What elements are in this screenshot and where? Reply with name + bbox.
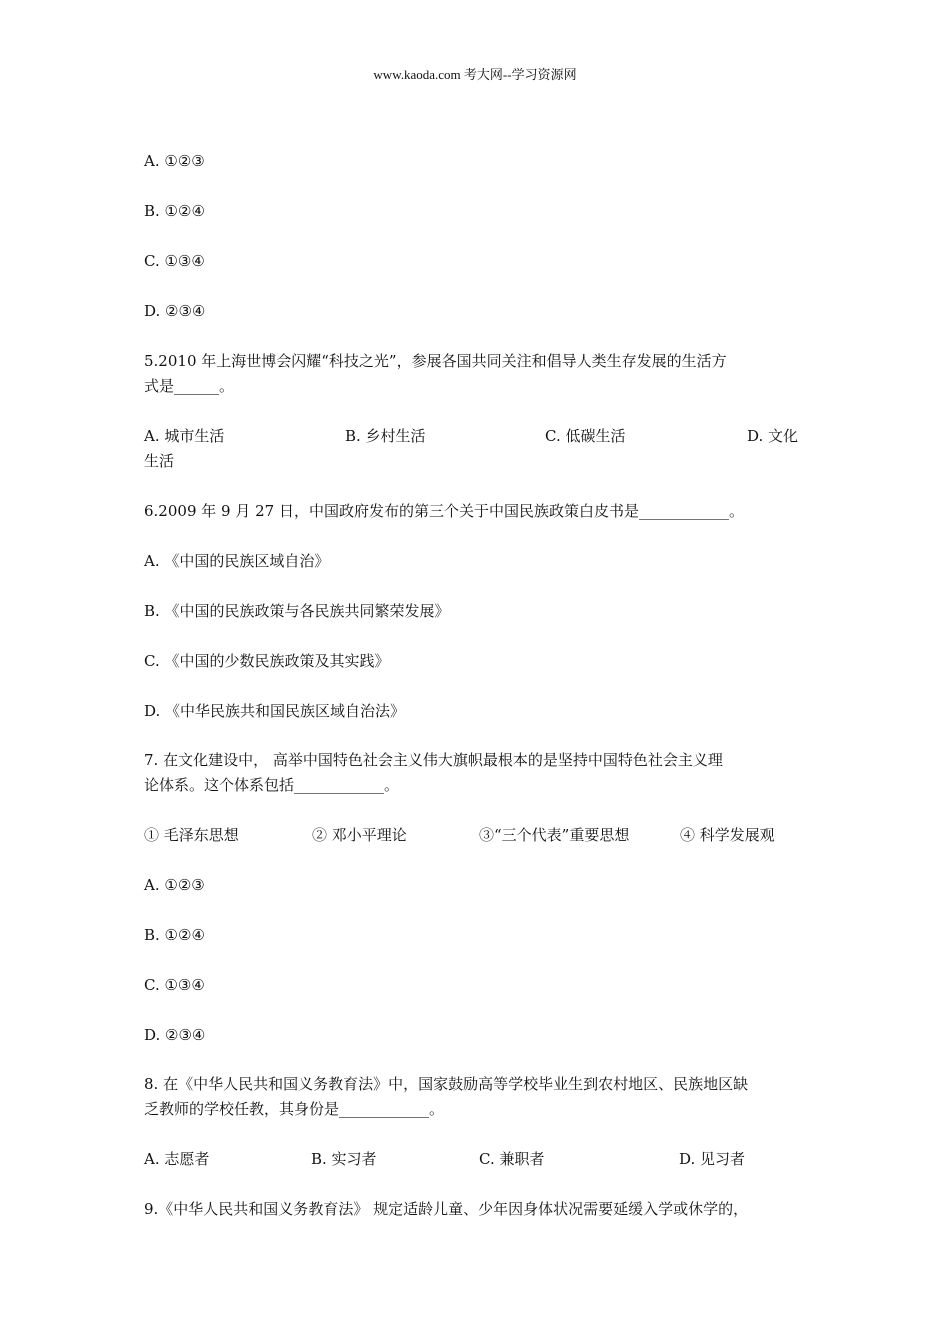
q5-stem-line1: 5.2010 年上海世博会闪耀“科技之光”，参展各国共同关注和倡导人类生存发展的生活方 [144,352,727,370]
q4-option-d: D. ②③④ [144,302,206,320]
q8-option-b: B. 实习者 [311,1150,377,1168]
q4-option-a: A. ①②③ [144,152,205,170]
q5-option-b: B. 乡村生活 [345,427,426,445]
q6-option-d: D. 《中华民族共和国民族区域自治法》 [144,702,406,720]
q5-option-a: A. 城市生活 [144,427,225,445]
page-header: www.kaoda.com 考大网--学习资源网 [373,67,577,82]
q4-option-c: C. ①③④ [144,252,205,270]
q8-option-c: C. 兼职者 [479,1150,545,1168]
q5-option-c: C. 低碳生活 [545,427,626,445]
q9-stem-line1: 9.《中华人民共和国义务教育法》 规定适龄儿童、少年因身体状况需要延缓入学或休学的， [144,1200,749,1218]
q8-stem-line2: 乏教师的学校任教，其身份是____________。 [144,1100,445,1118]
q7-option-b: B. ①②④ [144,926,205,944]
q6-option-a: A. 《中国的民族区域自治》 [144,552,330,570]
q6-option-c: C. 《中国的少数民族政策及其实践》 [144,652,390,670]
q7-item-4: ④ 科学发展观 [680,826,775,844]
q7-option-d: D. ②③④ [144,1026,206,1044]
q4-option-b: B. ①②④ [144,202,205,220]
q5-option-d-continued: 生活 [144,452,175,470]
q8-option-d: D. 见习者 [679,1150,746,1168]
q8-option-a: A. 志愿者 [144,1150,210,1168]
q8-stem-line1: 8. 在《中华人民共和国义务教育法》中，国家鼓励高等学校毕业生到农村地区、民族地区缺 [144,1075,749,1093]
q5-option-d: D. 文化 [747,427,799,445]
q6-stem: 6.2009 年 9 月 27 日，中国政府发布的第三个关于中国民族政策白皮书是____________。 [144,502,744,520]
q7-item-1: ① 毛泽东思想 [144,826,239,844]
q5-stem-line2: 式是______。 [144,377,235,395]
q7-option-a: A. ①②③ [144,876,205,894]
q7-option-c: C. ①③④ [144,976,205,994]
q7-stem-line2: 论体系。这个体系包括____________。 [144,776,400,794]
q7-item-3: ③“三个代表”重要思想 [479,826,630,844]
q6-option-b: B. 《中国的民族政策与各民族共同繁荣发展》 [144,602,450,620]
q7-stem-line1: 7. 在文化建设中， 高举中国特色社会主义伟大旗帜最根本的是坚持中国特色社会主义理 [144,751,723,769]
q7-item-2: ② 邓小平理论 [312,826,407,844]
